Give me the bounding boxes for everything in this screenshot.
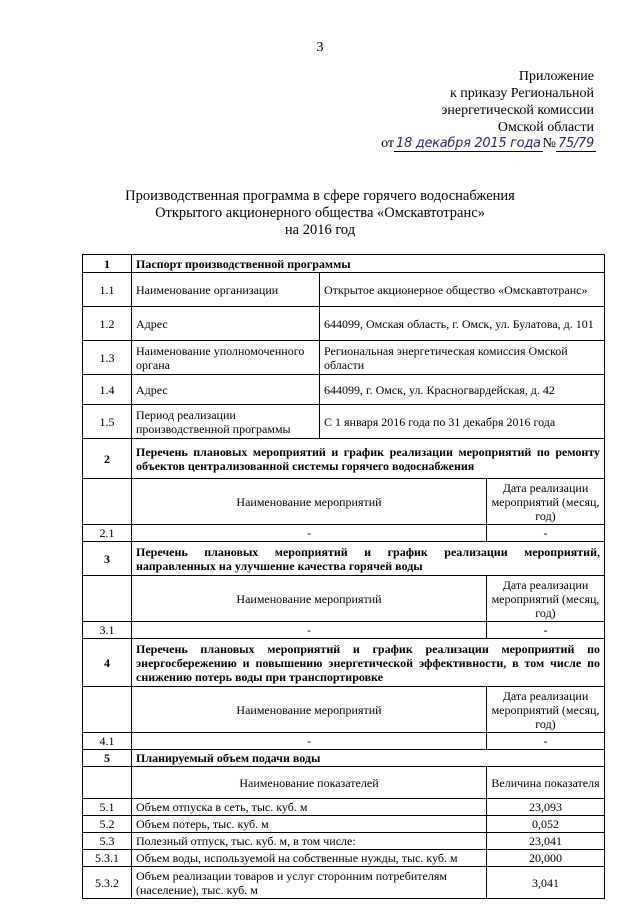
sec5-header-row [83,750,605,767]
sec1-row-4 [83,375,605,405]
sec5-row-4 [83,850,605,867]
sec1-header-row [83,255,605,273]
row-value: 644099, г. Омск, ул. Красногвардейская, д. 42 [320,375,605,405]
row-label: Объем отпуска в сеть, тыс. куб. м [132,799,487,816]
row-date: - [487,622,605,639]
title-line-2: Открытого акционерного общества «Омскавтотранс» [155,205,485,221]
sec5-number: 5 [83,750,132,767]
sec5-row-5 [83,867,605,899]
sec4-column-header-row [83,687,605,733]
sec2-header-row [83,439,605,479]
row-number: 5.3 [83,833,132,850]
row-value: Региональная энергетическая комиссия Омской области [320,341,605,375]
appendix-block [441,68,594,136]
sec3-header-row [83,542,605,576]
order-date-line [381,136,596,152]
row-name: - [132,733,487,750]
row-label: Наименование уполномоченного органа [132,341,320,375]
blank-cell [83,687,132,733]
row-label: Объем воды, используемой на собственные нужды, тыс. куб. м [132,850,487,867]
row-number: 5.3.1 [83,850,132,867]
sec2-col-name: Наименование мероприятий [132,479,487,525]
blank-cell [83,767,132,799]
sec1-row-3 [83,341,605,375]
number-prefix: № [542,136,557,151]
sec5-row-3 [83,833,605,850]
sec3-number: 3 [83,542,132,576]
sec3-heading: Перечень плановых мероприятий и график реализации мероприятий, направленных на улучшение качества горячей воды [132,542,605,576]
sec2-number: 2 [83,439,132,479]
row-number: 1.1 [83,273,132,307]
document-title [0,188,640,239]
sec2-column-header-row [83,479,605,525]
appendix-line-4: Омской области [497,120,594,135]
sec2-row-1 [83,525,605,542]
row-value: 23,093 [487,799,605,816]
program-table [82,254,605,899]
handwritten-date: 18 декабря 2015 года [396,136,541,151]
row-number: 1.2 [83,307,132,341]
row-value: С 1 января 2016 года по 31 декабря 2016 года [320,405,605,439]
row-label: Период реализации производственной программы [132,405,320,439]
sec2-col-date: Дата реализации мероприятий (месяц, год) [487,479,605,525]
sec1-number: 1 [83,255,132,273]
row-number: 5.3.2 [83,867,132,899]
row-value: 3,041 [487,867,605,899]
appendix-line-2: к приказу Региональной [449,86,594,101]
sec2-heading: Перечень плановых мероприятий и график реализации мероприятий по ремонту объектов централизованной системы горячего водоснабжения [132,439,605,479]
row-value: 20,000 [487,850,605,867]
blank-cell [83,576,132,622]
row-number: 5.2 [83,816,132,833]
row-name: - [132,622,487,639]
sec5-heading: Планируемый объем подачи воды [132,750,605,767]
row-number: 3.1 [83,622,132,639]
row-value: 23,041 [487,833,605,850]
title-line-3: на 2016 год [284,222,356,238]
appendix-line-3: энергетической комиссии [441,103,594,118]
sec5-col-name: Наименование показателей [132,767,487,799]
sec4-col-date: Дата реализации мероприятий (месяц, год) [487,687,605,733]
row-name: - [132,525,487,542]
sec4-header-row [83,639,605,687]
row-number: 1.5 [83,405,132,439]
sec3-col-name: Наименование мероприятий [132,576,487,622]
sec4-number: 4 [83,639,132,687]
appendix-line-1: Приложение [518,69,594,84]
sec3-column-header-row [83,576,605,622]
row-number: 1.4 [83,375,132,405]
row-label: Адрес [132,307,320,341]
sec1-heading: Паспорт производственной программы [132,255,605,273]
row-label: Наименование организации [132,273,320,307]
sec3-col-date: Дата реализации мероприятий (месяц, год) [487,576,605,622]
row-value: 0,052 [487,816,605,833]
row-label: Объем реализации товаров и услуг сторонним потребителям (население), тыс. куб. м [132,867,487,899]
sec4-heading: Перечень плановых мероприятий и график реализации мероприятий по энергосбережению и повышению энергетической эффективности, в том числе по снижению потерь воды при транспортировке [132,639,605,687]
row-number: 4.1 [83,733,132,750]
title-line-1: Производственная программа в сфере горячего водоснабжения [125,188,515,204]
row-number: 1.3 [83,341,132,375]
row-number: 2.1 [83,525,132,542]
from-prefix: от [381,136,395,151]
sec5-col-value: Величина показателя [487,767,605,799]
sec5-column-header-row [83,767,605,799]
row-label: Полезный отпуск, тыс. куб. м, в том числе: [132,833,487,850]
page-number: 3 [316,40,324,55]
row-label: Объем потерь, тыс. куб. м [132,816,487,833]
sec4-row-1 [83,733,605,750]
handwritten-number: 75/79 [558,136,594,151]
sec5-row-2 [83,816,605,833]
sec5-row-1 [83,799,605,816]
row-number: 5.1 [83,799,132,816]
sec1-row-5 [83,405,605,439]
sec3-row-1 [83,622,605,639]
sec1-row-2 [83,307,605,341]
row-date: - [487,525,605,542]
row-label: Адрес [132,375,320,405]
sec4-col-name: Наименование мероприятий [132,687,487,733]
row-value: Открытое акционерное общество «Омскавтотранс» [320,273,605,307]
row-value: 644099, Омская область, г. Омск, ул. Булатова, д. 101 [320,307,605,341]
row-date: - [487,733,605,750]
blank-cell [83,479,132,525]
sec1-row-1 [83,273,605,307]
